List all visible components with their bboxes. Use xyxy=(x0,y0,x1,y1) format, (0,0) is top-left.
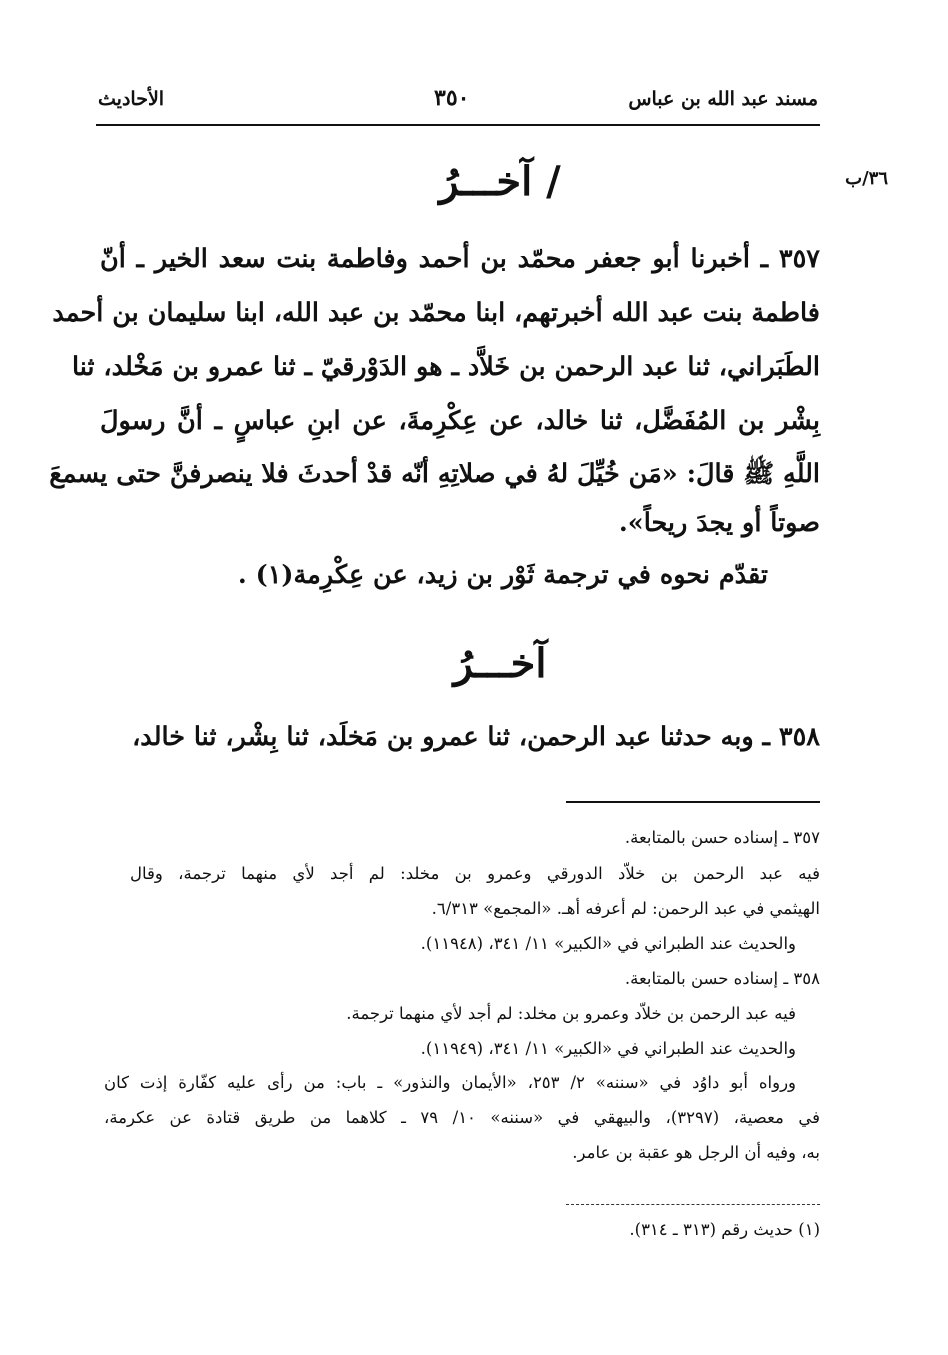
section-title-1: / آخـــرُ xyxy=(439,158,561,205)
footnote-line: ورواه أبو داوُد في «سننه» ٢/ ٢٥٣، «الأيمان والنذور» ـ باب: من رأى عليه كفّارة إذت كان xyxy=(104,1073,797,1092)
main-text-line-3: الطَبَراني، ثنا عبد الرحمن بن خَلاَّد ـ هو الدَوْرقيّ ـ ثنا عمرو بن مَخْلد، ثنا xyxy=(71,352,820,382)
header-rule xyxy=(96,124,820,126)
footnote-rule xyxy=(566,801,820,803)
section-title-2: آخـــرُ xyxy=(453,640,547,687)
footnote-line: والحديث عند الطبراني في «الكبير» ١١/ ٣٤١، (١١٩٤٨). xyxy=(420,934,796,953)
footnote-line: به، وفيه أن الرجل هو عقبة بن عامر. xyxy=(572,1143,820,1162)
footnote-357-heading: ٣٥٧ ـ إسناده حسن بالمتابعة. xyxy=(624,828,820,847)
reference-footnote: (١) حديث رقم (٣١٣ ـ ٣١٤). xyxy=(629,1220,820,1239)
main-text-line-4: بِشْر بن المُفَضَّل، ثنا خالد، عن عِكْرِمةَ، عن ابنِ عباسٍ ـ أنَّ رسولَ xyxy=(100,406,820,436)
main-text-line-6: صوتاً أو يجدَ ريحاً». xyxy=(618,508,820,538)
footnote-line: في معصية، (٣٢٩٧)، والبيهقي في «سننه» ١٠/ ٧٩ ـ كلاهما من طريق قتادة عن عكرمة، xyxy=(104,1108,820,1127)
cross-reference-note: تقدّم نحوه في ترجمة ثَوْر بن زيد، عن عِكْرِمة(١) . xyxy=(237,560,768,590)
footnote-line: فيه عبد الرحمن بن خلاّد الدورقي وعمرو بن مخلد: لم أجد لأي منهما ترجمة، وقال xyxy=(130,864,820,883)
footnote-358-heading: ٣٥٨ ـ إسناده حسن بالمتابعة. xyxy=(624,969,820,988)
main-text-line-5: اللَّهِ ﷺ قالَ: «مَن خُيِّلَ لهُ في صلاتِهِ أنّه قدْ أحدثَ فلا ينصرفنَّ حتى يسمعَ xyxy=(49,459,820,489)
running-head-section: الأحاديث xyxy=(98,88,165,110)
page-number: ٣٥٠ xyxy=(434,85,470,111)
hadith-358-line: ٣٥٨ ـ وبه حدثنا عبد الرحمن، ثنا عمرو بن مَخلَد، ثنا بِشْر، ثنا خالد، xyxy=(132,722,820,752)
footnote-line: والحديث عند الطبراني في «الكبير» ١١/ ٣٤١، (١١٩٤٩). xyxy=(420,1039,796,1058)
manuscript-folio-note: ٣٦/ب xyxy=(845,168,888,189)
main-text-line-1: ٣٥٧ ـ أخبرنا أبو جعفر محمّد بن أحمد وفاطمة بنت سعد الخير ـ أنّ xyxy=(100,244,820,274)
running-head-book-title: مسند عبد الله بن عباس xyxy=(628,88,818,110)
reference-divider xyxy=(566,1204,820,1205)
main-text-line-2: فاطمة بنت عبد الله أخبرتهم، ابنا محمّد بن عبد الله، ابنا سليمان بن أحمد xyxy=(52,298,820,328)
footnote-line: الهيثمي في عبد الرحمن: لم أعرفه أهـ. «المجمع» ٦/٣١٣. xyxy=(431,899,820,918)
footnote-line: فيه عبد الرحمن بن خلاّد وعمرو بن مخلد: لم أجد لأي منهما ترجمة. xyxy=(346,1004,796,1023)
